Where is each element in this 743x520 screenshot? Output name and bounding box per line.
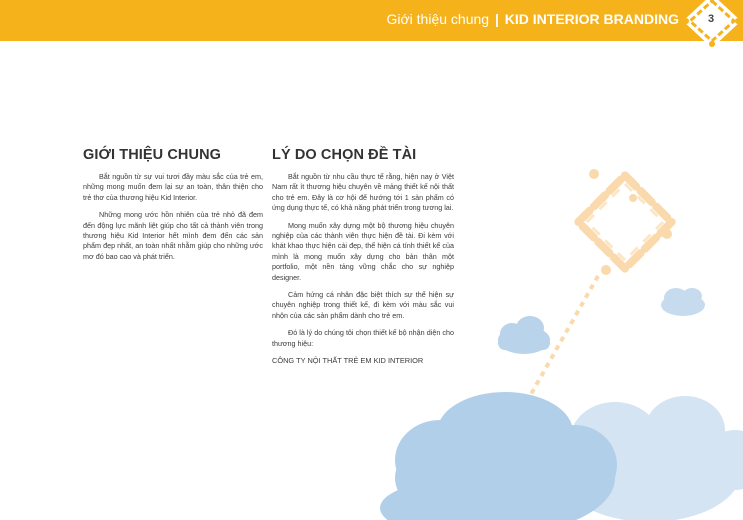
kite-dot-icon [589, 169, 599, 179]
brand-name: KID INTERIOR BRANDING [504, 11, 679, 27]
intro-paragraph: Bắt nguồn từ sự vui tươi đầy màu sắc của trẻ em, những mong muốn đem lại sự an toàn, thân thiện cho trẻ thơ của thương hiệu Kid Interior. [83, 172, 263, 202]
reason-paragraph: Mong muốn xây dựng một bộ thương hiệu chuyên nghiệp của các thành viên thực hiện đề tài. Đi kèm với khát khao thực hiện cái đẹp, thể hiện cá tính thiết kế của mình là mong muốn xây dựng cho bản thân một portfolio, một nền tảng vững chắc cho sự nghiệp designer. [272, 220, 454, 282]
intro-column [83, 147, 263, 269]
kite-dot-icon [662, 229, 672, 239]
kite-dot-icon [629, 194, 637, 202]
header-separator: | [494, 11, 499, 27]
kite-dot-icon [601, 265, 611, 275]
section-title: Giới thiệu chung [386, 11, 490, 27]
reason-paragraph: Đó là lý do chúng tôi chọn thiết kế bộ nhận diện cho thương hiệu: [272, 328, 454, 348]
company-name: CÔNG TY NỘI THẤT TRẺ EM KID INTERIOR [272, 356, 424, 366]
reason-paragraph: Bắt nguồn từ nhu cầu thực tế rằng, hiện nay ở Việt Nam rất ít thương hiệu chuyên về mảng thiết kế nội thất cho trẻ em. Đây là cơ hội để hướng tới 1 sản phẩm có ứng dụng thực tế, có khả năng phát triển trong tương lai. [272, 172, 454, 213]
small-cloud-icon [498, 316, 550, 354]
large-cloud-icon [380, 392, 617, 520]
small-cloud-icon [661, 288, 705, 316]
reason-column [272, 147, 454, 374]
reason-paragraph: Cảm hứng cá nhân đặc biệt thích sự thể hiện sự chuyên nghiệp trong thiết kế, đi kèm với màu sắc vui nhộn của các sản phẩm dành cho trẻ em. [272, 290, 454, 320]
reason-heading: LÝ DO CHỌN ĐỀ TÀI [272, 147, 417, 163]
kite-icon [578, 175, 671, 268]
intro-heading: GIỚI THIỆU CHUNG [83, 147, 222, 163]
intro-paragraph: Những mong ước hồn nhiên của trẻ nhỏ đã đem đến động lực mãnh liệt giúp cho tất cả thành viên trong thương hiệu Kid Interior hết mình đem đến các sản phẩm đẹp nhất, an toàn nhất nhằm giúp cho những ước mơ đó bao cao và phát triển. [83, 210, 263, 261]
page-number: 3 [707, 13, 715, 25]
